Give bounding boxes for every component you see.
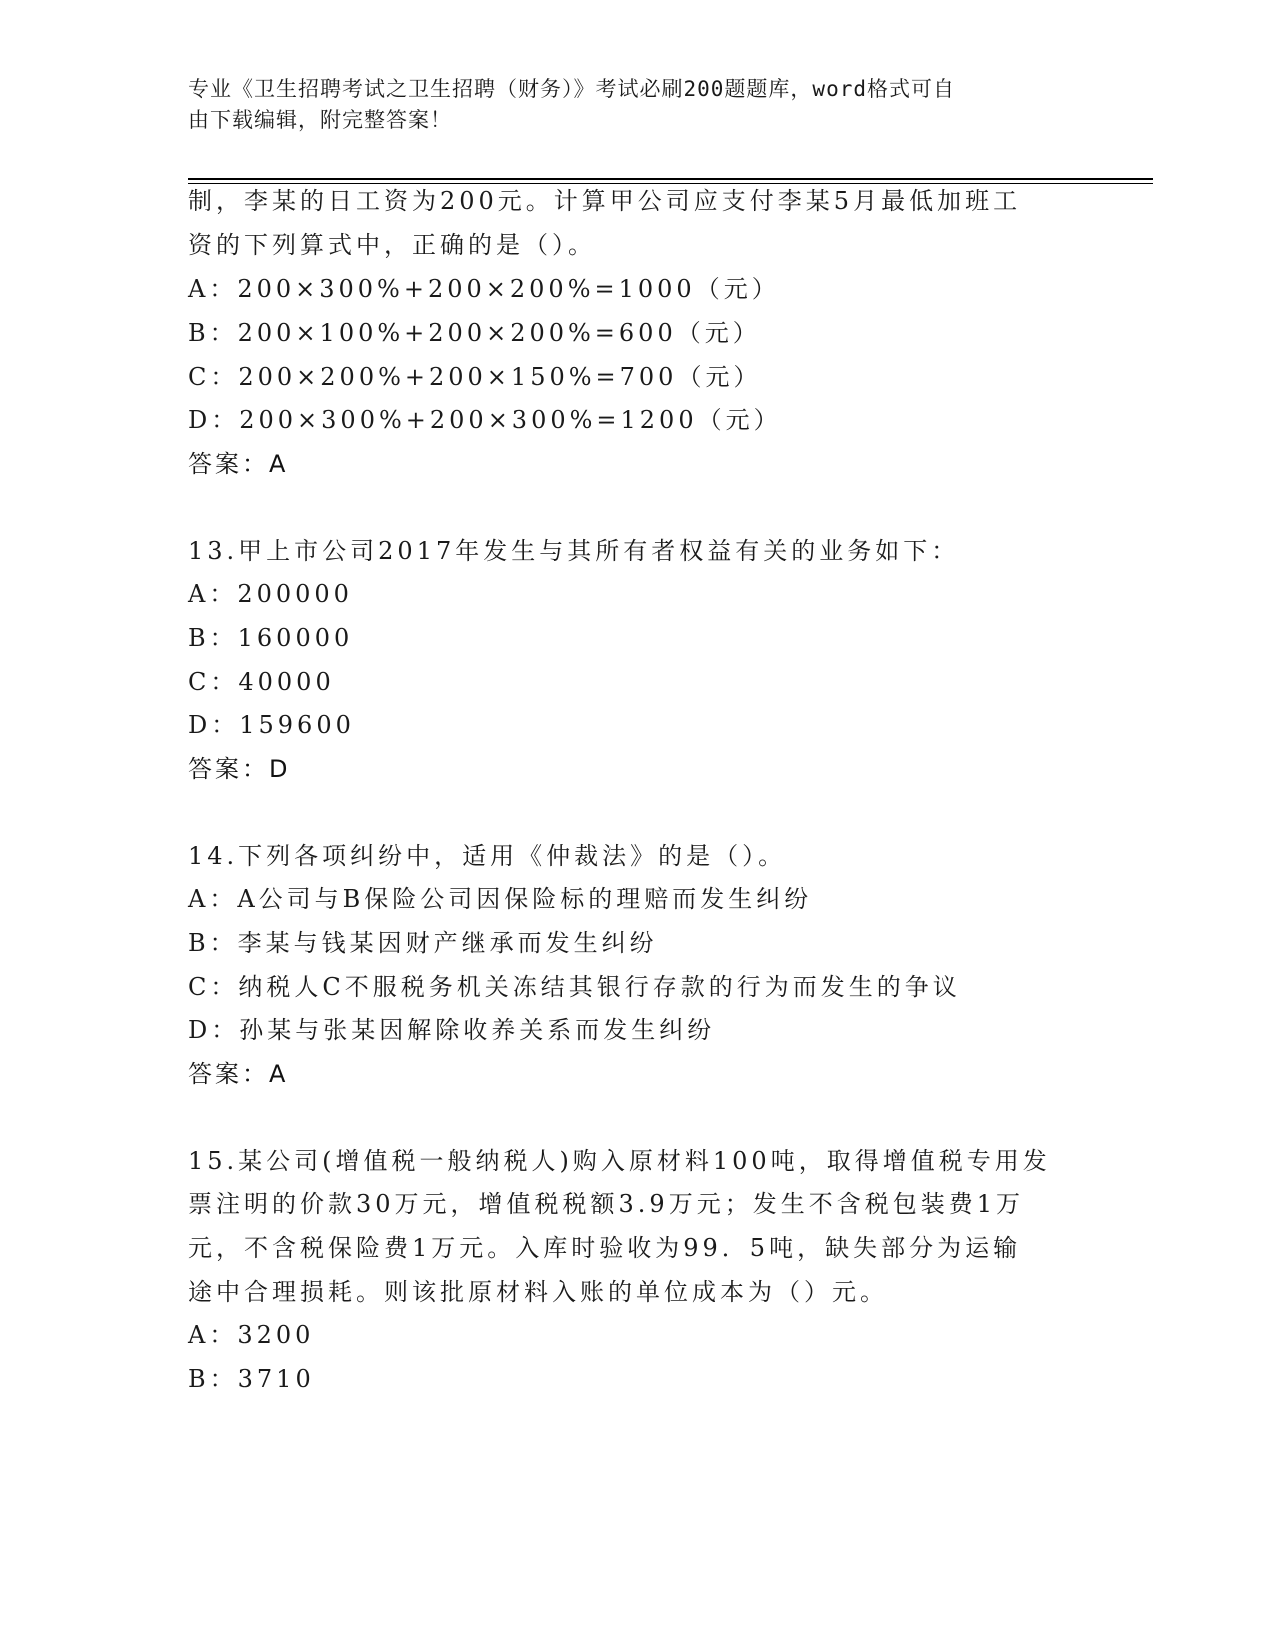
q14-option-b: B：李某与钱某因财产继承而发生纠纷 [188, 929, 658, 957]
header-divider-thin [188, 183, 1153, 184]
q15-stem-line-2: 票注明的价款30万元，增值税税额3.9万元；发生不含税包装费1万 [188, 1190, 1024, 1218]
header-title-line-1: 专业《卫生招聘考试之卫生招聘（财务）》考试必刷200题题库，word格式可自 [188, 77, 955, 101]
q15-stem-line-1: 15.某公司(增值税一般纳税人)购入原材料100吨，取得增值税专用发 [188, 1147, 1051, 1175]
q13-stem-line-1: 13.甲上市公司2017年发生与其所有者权益有关的业务如下： [188, 537, 960, 565]
q12-answer: 答案：A [188, 450, 289, 478]
q15-option-b: B：3710 [188, 1365, 315, 1393]
header-divider-thick [188, 178, 1153, 180]
q12-stem-line-1: 制，李某的日工资为200元。计算甲公司应支付李某5月最低加班工 [188, 187, 1022, 215]
q13-answer: 答案：D [188, 755, 291, 783]
q12-option-b: B：200×100%+200×200%=600（元） [188, 319, 761, 347]
q14-answer: 答案：A [188, 1060, 289, 1088]
q12-option-c: C：200×200%+200×150%=700（元） [188, 363, 762, 391]
q13-option-d: D：159600 [188, 711, 355, 739]
q15-stem-line-3: 元，不含税保险费1万元。入库时验收为99．5吨，缺失部分为运输 [188, 1234, 1022, 1262]
q15-stem-line-4: 途中合理损耗。则该批原材料入账的单位成本为（）元。 [188, 1278, 888, 1306]
q12-option-d: D：200×300%+200×300%=1200（元） [188, 406, 782, 434]
q14-option-d: D：孙某与张某因解除收养关系而发生纠纷 [188, 1016, 716, 1044]
document-header [188, 74, 1068, 136]
q14-stem-line-1: 14.下列各项纠纷中，适用《仲裁法》的是（）。 [188, 842, 787, 870]
q12-stem-line-2: 资的下列算式中，正确的是（）。 [188, 231, 596, 259]
q14-option-c: C：纳税人C不服税务机关冻结其银行存款的行为而发生的争议 [188, 973, 961, 1001]
q13-option-b: B：160000 [188, 624, 354, 652]
q15-option-a: A：3200 [188, 1321, 315, 1349]
q13-option-c: C：40000 [188, 668, 335, 696]
q13-option-a: A：200000 [188, 580, 353, 608]
header-title-line-2: 由下载编辑，附完整答案！ [188, 108, 452, 132]
q12-option-a: A：200×300%+200×200%=1000（元） [188, 275, 780, 303]
q14-option-a: A：A公司与B保险公司因保险标的理赔而发生纠纷 [188, 885, 813, 913]
